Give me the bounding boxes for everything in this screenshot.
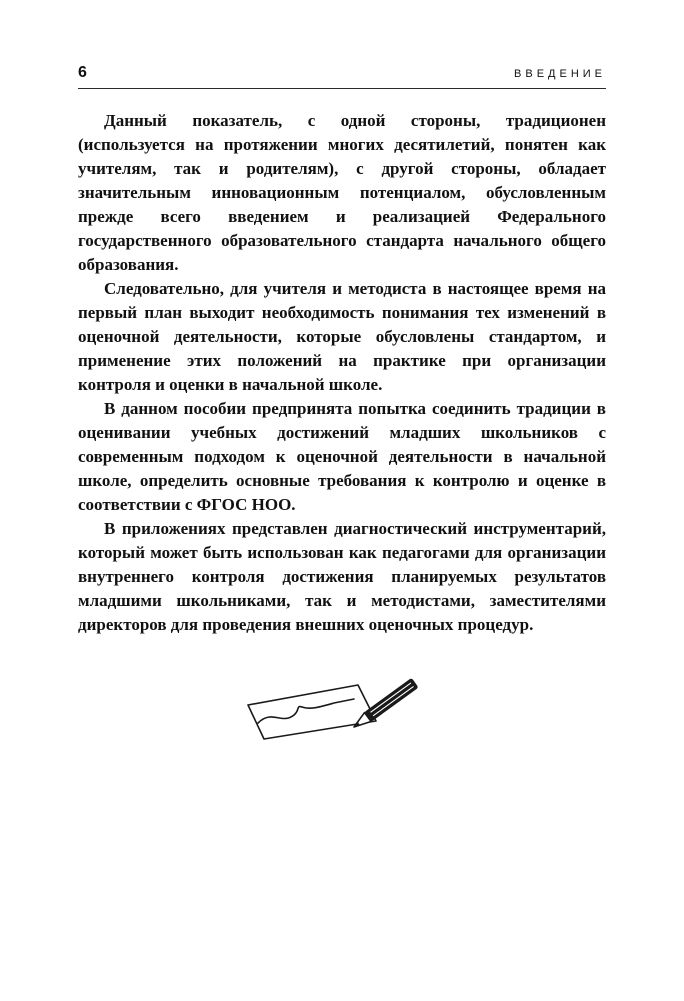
pencil-writing-illustration	[242, 663, 442, 755]
body-text	[78, 109, 606, 637]
page-header	[78, 64, 606, 89]
paragraph: В приложениях представлен диагностический инструментарий, который может быть использован как педагогами для организации внутреннего контроля достижения планируемых результатов младшими школьниками, так и методистами, заместителями директоров для проведения внешних оценочных процедур.	[78, 519, 606, 634]
paragraph: Следовательно, для учителя и методиста в настоящее время на первый план выходит необходимость понимания тех изменений в оценочной деятельности, которые обусловлены стандартом, и применение этих положений на практике при организации контроля и оценки в начальной школе.	[78, 279, 606, 394]
paragraph: В данном пособии предпринята попытка соединить традиции в оценивании учебных достижений младших школьников с современным подходом к оценочной деятельности в начальной школе, определить основные требования к контролю и оценке в соответствии с ФГОС НОО.	[78, 399, 606, 514]
section-title: ВВЕДЕНИЕ	[514, 68, 606, 80]
paragraph: Данный показатель, с одной стороны, традиционен (используется на протяжении многих десятилетий, понятен как учителям, так и родителям), с другой стороны, обладает значительным инновационным потенциалом, обусловленным прежде всего введением и реализацией Федерального государственного образовательного стандарта начального общего образования.	[78, 111, 606, 274]
page-number: 6	[78, 64, 87, 81]
paper-icon	[248, 685, 376, 739]
